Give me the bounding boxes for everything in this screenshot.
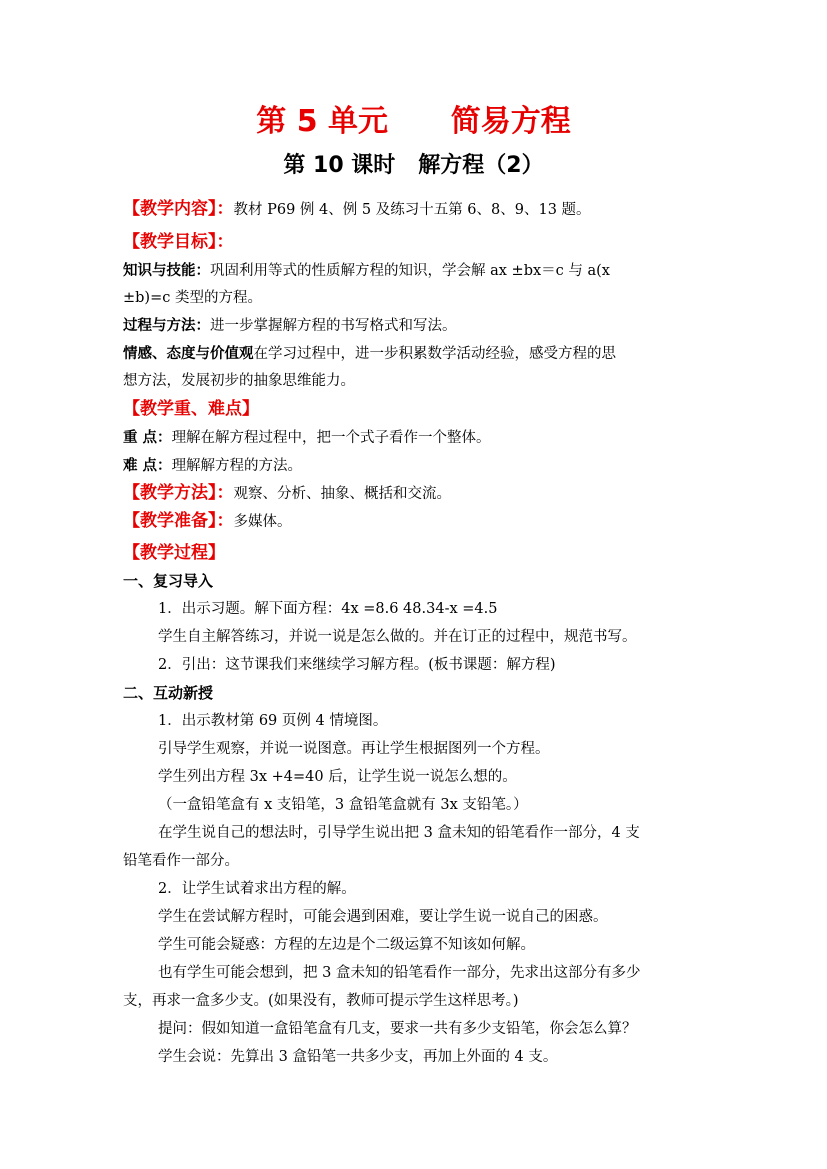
- objectives-heading: [123, 229, 713, 256]
- knowledge-skills: [123, 258, 713, 284]
- new-item-9-line2: 支，再求一盒多少支。(如果没有，教师可提示学生这样思考。): [123, 993, 519, 1009]
- key-text: 理解在解方程过程中，把一个式子看作一个整体。: [171, 430, 491, 446]
- new-item-6: 2．让学生试着求出方程的解。: [158, 881, 356, 897]
- knowledge-text-line1: 巩固利用等式的性质解方程的知识，学会解 ax ±bx＝c 与 a(x: [210, 263, 610, 279]
- objectives-label: 【教学目标】：: [123, 232, 234, 252]
- difficult-point: [123, 453, 713, 479]
- preparation-label: 【教学准备】：: [123, 511, 234, 531]
- process-methods: [123, 313, 713, 339]
- key-points-heading: [123, 396, 713, 423]
- content-label: 【教学内容】：: [123, 199, 234, 219]
- new-item-1: 1．出示教材第 69 页例 4 情境图。: [158, 713, 388, 729]
- new-item-7: 学生在尝试解方程时，可能会遇到困难，要让学生说一说自己的困惑。: [158, 909, 608, 925]
- content-text: 教材 P69 例 4、例 5 及练习十五第 6、8、9、13 题。: [233, 202, 591, 218]
- review-item-1: 1．出示习题。解下面方程：4x =8.6 48.34-x =4.5: [158, 601, 498, 617]
- methods-text: 观察、分析、抽象、概括和交流。: [233, 486, 451, 502]
- knowledge-text-line2: ±b)=c 类型的方程。: [123, 290, 262, 306]
- new-item-5-line2: 铅笔看作一部分。: [123, 853, 239, 869]
- preparation-text: 多媒体。: [233, 514, 292, 530]
- process-heading: [123, 540, 713, 567]
- review-item-2: 学生自主解答练习，并说一说是怎么做的。并在订正的过程中，规范书写。: [158, 629, 637, 645]
- process-text: 进一步掌握解方程的书写格式和写法。: [210, 318, 457, 334]
- part2-heading: 二、互动新授: [123, 684, 214, 702]
- methods-label: 【教学方法】：: [123, 483, 234, 503]
- new-item-2: 引导学生观察，并说一说图意。再让学生根据图列一个方程。: [158, 741, 550, 757]
- difficult-label: 难 点：: [123, 458, 172, 474]
- unit-title: 第 5 单元 简易方程: [256, 104, 571, 139]
- new-item-8: 学生可能会疑惑：方程的左边是个二级运算不知该如何解。: [158, 937, 535, 953]
- knowledge-label: 知识与技能：: [123, 263, 210, 279]
- new-item-11: 学生会说：先算出 3 盒铅笔一共多少支，再加上外面的 4 支。: [158, 1049, 558, 1065]
- teaching-methods: [123, 480, 713, 507]
- emotion-text-line2: 想方法，发展初步的抽象思维能力。: [123, 373, 355, 389]
- review-item-3: 2．引出：这节课我们来继续学习解方程。(板书课题：解方程): [158, 657, 556, 673]
- part1-heading: 一、复习导入: [123, 572, 214, 590]
- difficult-text: 理解解方程的方法。: [171, 458, 303, 474]
- process-label: 过程与方法：: [123, 318, 210, 334]
- emotion-attitude: [123, 341, 713, 367]
- process-section-label: 【教学过程】: [123, 543, 225, 563]
- key-points-label: 【教学重、难点】: [123, 399, 259, 419]
- lesson-subtitle: 第 10 课时 解方程（2）: [283, 153, 544, 178]
- emotion-text-line1: 在学习过程中，进一步积累数学活动经验，感受方程的思: [253, 346, 616, 362]
- teaching-content: [123, 196, 713, 223]
- new-item-4: （一盒铅笔盒有 x 支铅笔，3 盒铅笔盒就有 3x 支铅笔。）: [158, 797, 528, 813]
- teaching-preparation: [123, 508, 713, 535]
- key-point: [123, 425, 713, 451]
- emotion-label: 情感、态度与价值观: [123, 346, 254, 362]
- new-item-10: 提问：假如知道一盒铅笔盒有几支，要求一共有多少支铅笔，你会怎么算？: [158, 1021, 637, 1037]
- key-label: 重 点：: [123, 430, 172, 446]
- new-item-3: 学生列出方程 3x +4=40 后，让学生说一说怎么想的。: [158, 769, 517, 785]
- new-item-5-line1: 在学生说自己的想法时，引导学生说出把 3 盒未知的铅笔看作一部分，4 支: [158, 825, 640, 841]
- new-item-9-line1: 也有学生可能会想到，把 3 盒未知的铅笔看作一部分，先求出这部分有多少: [158, 965, 641, 981]
